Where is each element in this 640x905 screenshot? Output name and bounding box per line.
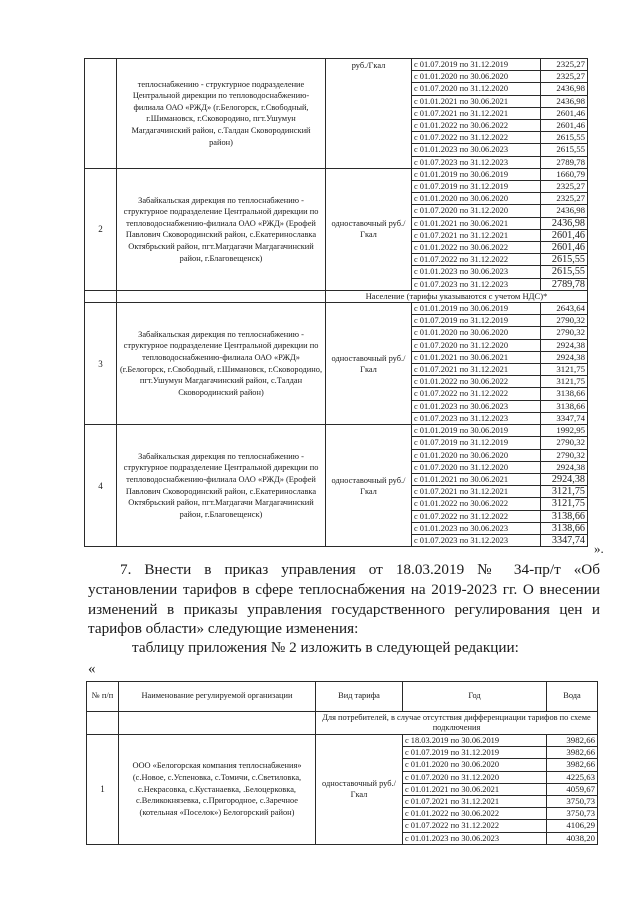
period-cell: с 18.03.2019 по 30.06.2019: [403, 735, 547, 747]
tariff-value: 2601,46: [541, 242, 588, 254]
header-num: № п/п: [87, 682, 119, 712]
tariff-table-continued: [84, 58, 588, 547]
table-row: [85, 59, 588, 71]
period-cell: с 01.01.2022 по 30.06.2022: [412, 376, 541, 388]
section-num-cell: [87, 712, 119, 735]
tariff-value: 2924,38: [541, 339, 588, 351]
tariff-value: 3121,75: [541, 498, 588, 510]
tariff-value: 1992,95: [541, 425, 588, 437]
tariff-type: одноставочный руб./Гкал: [326, 168, 412, 290]
opening-quote: «: [88, 661, 96, 677]
appendix-table-body: [87, 712, 598, 845]
tariff-value: 3138,66: [541, 510, 588, 522]
closing-quote: ».: [594, 541, 604, 556]
tariff-value: 2789,78: [541, 156, 588, 168]
period-cell: с 01.07.2019 по 31.12.2019: [412, 59, 541, 71]
tariff-value: 2601,46: [541, 120, 588, 132]
period-cell: с 01.07.2020 по 31.12.2020: [403, 771, 547, 783]
tariff-value: 2615,55: [541, 266, 588, 278]
period-cell: с 01.07.2019 по 31.12.2019: [412, 181, 541, 193]
tariff-value: 3121,75: [541, 486, 588, 498]
tariff-value: 2615,55: [541, 132, 588, 144]
tariff-value: 2436,98: [541, 95, 588, 107]
section-row: [87, 712, 598, 735]
tariff-value: 2790,32: [541, 437, 588, 449]
table-header-row: [87, 682, 598, 712]
tariff-value: 2615,55: [541, 254, 588, 266]
period-cell: с 01.07.2022 по 31.12.2022: [412, 388, 541, 400]
section-org-cell: [117, 290, 326, 302]
period-cell: с 01.01.2023 по 30.06.2023: [412, 522, 541, 534]
organization-name: Забайкальская дирекция по теплоснабжению - структурное подразделение Центральной дирекции по тепловодоснабжению-филиала ОАО «РЖД» (Ерофей Павлович Сковородинский район, с.Екатеринославка Октябрьский район, пгт.Магдагачи Магдагачинский район, г.Благовещенск): [117, 425, 326, 547]
tariff-value: 3138,66: [541, 400, 588, 412]
period-cell: с 01.01.2020 по 30.06.2020: [412, 193, 541, 205]
period-cell: с 01.07.2022 по 31.12.2022: [412, 132, 541, 144]
period-cell: с 01.07.2022 по 31.12.2022: [412, 254, 541, 266]
tariff-value: 2601,46: [541, 229, 588, 241]
section-title: Для потребителей, в случае отсутствия дифференциации тарифов по схеме подключения: [316, 712, 598, 735]
tariff-value: 2789,78: [541, 278, 588, 290]
period-cell: с 01.07.2021 по 31.12.2021: [412, 107, 541, 119]
period-cell: с 01.01.2023 по 30.06.2023: [412, 400, 541, 412]
period-cell: с 01.07.2021 по 31.12.2021: [403, 796, 547, 808]
period-cell: с 01.01.2020 по 30.06.2020: [412, 449, 541, 461]
period-cell: с 01.01.2020 по 30.06.2020: [412, 327, 541, 339]
period-cell: с 01.01.2021 по 30.06.2021: [412, 95, 541, 107]
tariff-value: 2924,38: [541, 351, 588, 363]
table-row: [85, 303, 588, 315]
period-cell: с 01.01.2023 по 30.06.2023: [412, 144, 541, 156]
period-cell: с 01.07.2020 по 31.12.2020: [412, 83, 541, 95]
tariff-type: одноставочный руб./Гкал: [326, 303, 412, 425]
row-number: 2: [85, 168, 117, 290]
row-number: 1: [87, 735, 119, 845]
tariff-value: 2325,27: [541, 59, 588, 71]
tariff-value: 2436,98: [541, 83, 588, 95]
tariff-value: 2601,46: [541, 107, 588, 119]
header-org: Наименование регулируемой организации: [119, 682, 316, 712]
row-number: 3: [85, 303, 117, 425]
tariff-value: 3138,66: [541, 522, 588, 534]
period-cell: с 01.01.2022 по 30.06.2022: [412, 120, 541, 132]
tariff-value: 2790,32: [541, 449, 588, 461]
period-cell: с 01.01.2021 по 30.06.2021: [412, 473, 541, 485]
section-row: [85, 290, 588, 302]
tariff-value: 3121,75: [541, 364, 588, 376]
tariff-value: 3138,66: [541, 388, 588, 400]
tariff-value: 1660,79: [541, 168, 588, 180]
tariff-value: 3982,66: [547, 759, 598, 771]
section-org-cell: [119, 712, 316, 735]
period-cell: с 01.01.2020 по 30.06.2020: [412, 71, 541, 83]
period-cell: с 01.07.2022 по 31.12.2022: [412, 510, 541, 522]
section-title: Население (тарифы указываются с учетом НДС)*: [326, 290, 588, 302]
tariff-value: 2643,64: [541, 303, 588, 315]
period-cell: с 01.01.2023 по 30.06.2023: [403, 832, 547, 844]
period-cell: с 01.07.2023 по 31.12.2023: [412, 278, 541, 290]
table-row: [85, 425, 588, 437]
tariff-value: 4059,67: [547, 783, 598, 795]
header-type: Вид тарифа: [316, 682, 403, 712]
period-cell: с 01.01.2023 по 30.06.2023: [412, 266, 541, 278]
period-cell: с 01.01.2021 по 30.06.2021: [412, 351, 541, 363]
tariff-value: 3121,75: [541, 376, 588, 388]
tariff-value: 3982,66: [547, 747, 598, 759]
tariff-value: 2436,98: [541, 205, 588, 217]
period-cell: с 01.07.2019 по 31.12.2019: [403, 747, 547, 759]
tariff-type: одноставочный руб./Гкал: [326, 425, 412, 547]
tariff-value: 3347,74: [541, 412, 588, 424]
tariff-value: 3347,74: [541, 534, 588, 546]
period-cell: с 01.07.2021 по 31.12.2021: [412, 229, 541, 241]
period-cell: с 01.01.2020 по 30.06.2020: [403, 759, 547, 771]
period-cell: с 01.01.2019 по 30.06.2019: [412, 168, 541, 180]
tariff-value: 4038,20: [547, 832, 598, 844]
organization-name: теплоснабжению - структурное подразделение Центральной дирекции по тепловодоснабжению-филиала ОАО «РЖД» (г.Белогорск, г.Свободный, г.Шимановск, г.Сковородино, пгт.Ушумун Магдагачинский район, с.Талдан Сковородинский район): [117, 59, 326, 169]
tariff-value: 2325,27: [541, 181, 588, 193]
period-cell: с 01.07.2020 по 31.12.2020: [412, 205, 541, 217]
tariff-value: 2325,27: [541, 193, 588, 205]
period-cell: с 01.01.2022 по 30.06.2022: [412, 498, 541, 510]
period-cell: с 01.07.2020 по 31.12.2020: [412, 339, 541, 351]
period-cell: с 01.07.2023 по 31.12.2023: [412, 412, 541, 424]
organization-name: ООО «Белогорская компания теплоснабжения» (с.Новое, с.Успеновка, с.Томичи, с.Светиловка, с.Некрасовка, с.Кустанаевка, .Белоцерковка, с.Великокнязевка, с.Пригородное, с.Заречное (котельная «Поселок») Белогорский район): [119, 735, 316, 845]
tariff-value: 2924,38: [541, 461, 588, 473]
tariff-value: 3750,73: [547, 808, 598, 820]
period-cell: с 01.07.2019 по 31.12.2019: [412, 315, 541, 327]
period-cell: с 01.07.2023 по 31.12.2023: [412, 156, 541, 168]
tariff-value: 2790,32: [541, 327, 588, 339]
row-number: 4: [85, 425, 117, 547]
header-year: Год: [403, 682, 547, 712]
row-number: [85, 59, 117, 169]
period-cell: с 01.07.2020 по 31.12.2020: [412, 461, 541, 473]
tariff-value: 2325,27: [541, 71, 588, 83]
tariff-type: руб./Гкал: [326, 59, 412, 169]
appendix-2-table: [86, 681, 598, 845]
tariff-value: 4106,29: [547, 820, 598, 832]
tariff-value: 4225,63: [547, 771, 598, 783]
period-cell: с 01.07.2023 по 31.12.2023: [412, 534, 541, 546]
period-cell: с 01.07.2021 по 31.12.2021: [412, 364, 541, 376]
period-cell: с 01.01.2022 по 30.06.2022: [403, 808, 547, 820]
table-row: [85, 168, 588, 180]
tariff-value: 2615,55: [541, 144, 588, 156]
period-cell: с 01.01.2021 по 30.06.2021: [403, 783, 547, 795]
amendment-paragraph: [88, 560, 600, 639]
period-cell: с 01.01.2022 по 30.06.2022: [412, 242, 541, 254]
tariff-value: 2436,98: [541, 217, 588, 229]
header-value: Вода: [547, 682, 598, 712]
period-cell: с 01.01.2021 по 30.06.2021: [412, 217, 541, 229]
period-cell: с 01.01.2019 по 30.06.2019: [412, 425, 541, 437]
tariff-table-body: [85, 59, 588, 547]
period-cell: с 01.01.2019 по 30.06.2019: [412, 303, 541, 315]
period-cell: с 01.07.2019 по 31.12.2019: [412, 437, 541, 449]
tariff-type: одноставочный руб./Гкал: [316, 735, 403, 845]
period-cell: с 01.07.2022 по 31.12.2022: [403, 820, 547, 832]
period-cell: с 01.07.2021 по 31.12.2021: [412, 486, 541, 498]
subheading: таблицу приложения № 2 изложить в следующей редакции:: [132, 639, 519, 656]
tariff-value: 2924,38: [541, 473, 588, 485]
tariff-value: 3982,66: [547, 735, 598, 747]
organization-name: Забайкальская дирекция по теплоснабжению - структурное подразделение Центральной дирекции по тепловодоснабжению-филиала ОАО «РЖД» (Ерофей Павлович Сковородинский район, с.Екатеринославка Октябрьский район, пгт.Магдагачи Магдагачинский район, г.Благовещенск): [117, 168, 326, 290]
tariff-value: 2790,32: [541, 315, 588, 327]
tariff-value: 3750,73: [547, 796, 598, 808]
organization-name: Забайкальская дирекция по теплоснабжению - структурное подразделение Центральной дирекции по тепловодоснабжению-филиала ОАО «РЖД» (г.Белогорск, г.Свободный, г.Шимановск, г.Сковородино, пгт.Ушумун Магдагачинский район, с.Талдан Сковородинский район): [117, 303, 326, 425]
table-row: [87, 735, 598, 747]
section-num-cell: [85, 290, 117, 302]
amendment-paragraph-text: 7. Внести в приказ управления от 18.03.2019 № 34-пр/т «Об установлении тарифов в сфере теплоснабжения на 2019-2023 гг. О внесении изменений в приказы управления государственного регулирования цен и тарифов области» следующие изменения:: [88, 561, 600, 638]
